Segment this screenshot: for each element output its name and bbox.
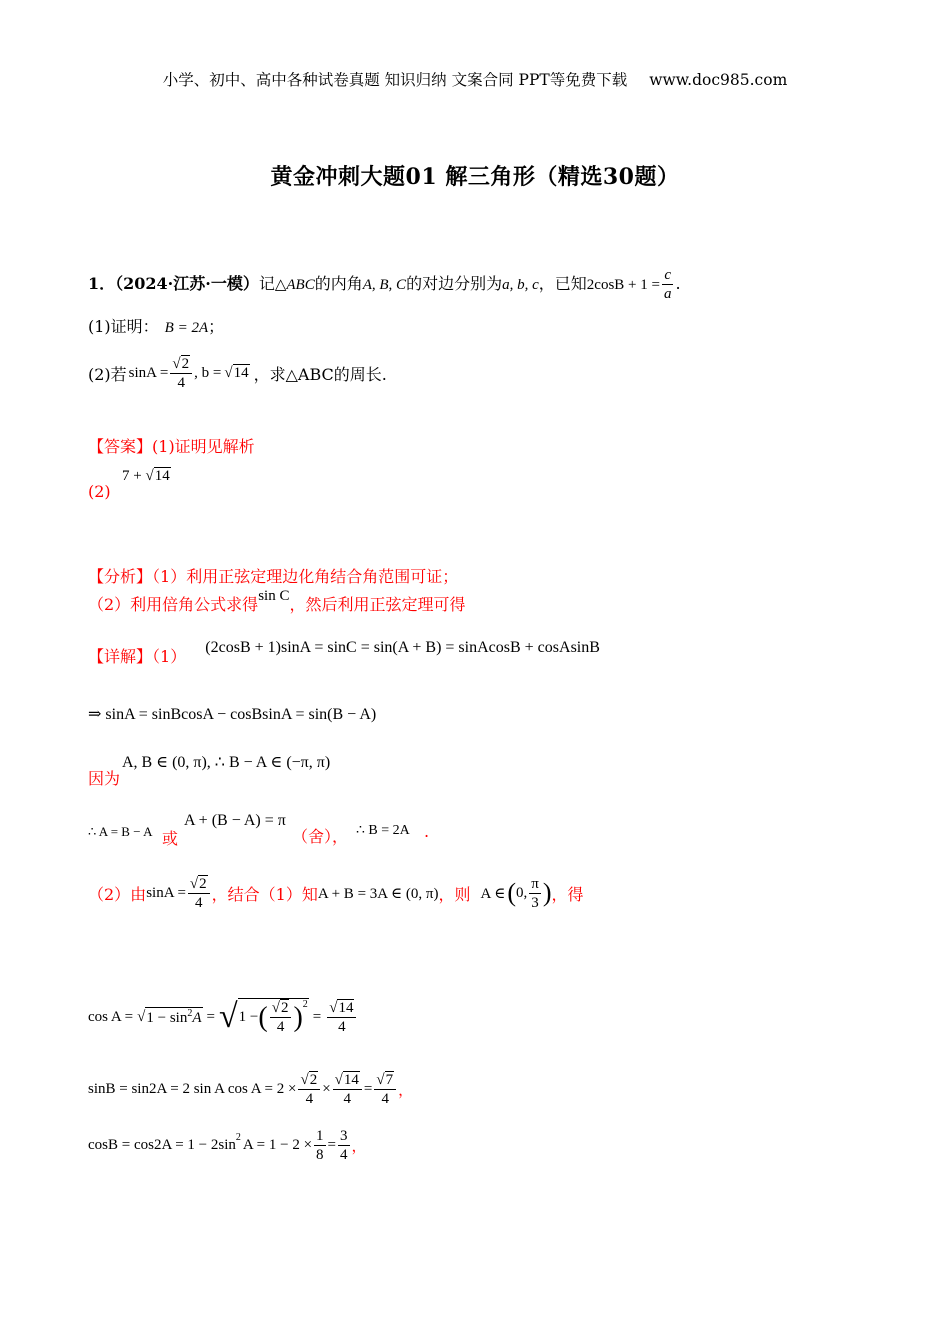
- detail-part2-intro: [88, 868, 584, 918]
- cosA-res-den: 4: [338, 1018, 346, 1035]
- cosB-sq: 2: [235, 1132, 241, 1143]
- answer-expr-a: 7 +: [122, 468, 142, 484]
- part1-end: ；: [208, 317, 225, 336]
- given-lhs: 2cosB + 1 =: [586, 277, 660, 293]
- sinB-frac-3: $\frac{√7}{4}$: [374, 1071, 396, 1108]
- part2-b: , b =: [194, 364, 222, 381]
- detail-part1-tag: （1）: [152, 647, 187, 666]
- detail-part2-b: ，结合（1）知: [211, 884, 318, 904]
- part1-label: (1)证明：: [88, 317, 159, 336]
- part2-question: (2)若 sinA = $\frac{√2}{4}$ , b = √14 ，求△ABC的周长.: [88, 355, 387, 391]
- cosA-inner-fraction: √2 4: [270, 999, 292, 1036]
- detail-or: 或: [162, 829, 179, 848]
- analysis-text-1: （1）利用正弦定理边化角结合角范围可证；: [152, 567, 459, 586]
- triangle-label: △ABC: [274, 277, 315, 293]
- detail-eq4end: .: [424, 822, 430, 841]
- cosA-s1b: A: [192, 1010, 202, 1026]
- detail-eq4c: ∴ B = 2A: [356, 823, 410, 838]
- page-header: [0, 68, 950, 90]
- sinB-frac-1: $\frac{√2}{4}$: [298, 1071, 320, 1108]
- problem-number: 1．: [88, 274, 116, 293]
- detail-part2-sin: sinA =: [146, 884, 186, 901]
- detail-eq2: ⇒ sinA = sinBcosA − cosBsinA = sin(B − A): [88, 706, 377, 723]
- analysis-line2: [88, 588, 466, 615]
- detail-eq3: A, B ∈ (0, π), ∴ B − A ∈ (−π, π): [122, 754, 331, 771]
- detail-label: 【详解】: [88, 647, 153, 666]
- detail-range-rparen: ): [542, 878, 552, 907]
- cosA-s2a: 1 −: [238, 1009, 259, 1025]
- cosB-line: [88, 1122, 367, 1168]
- detail-eq4a: ∴ A = B − A: [88, 824, 153, 839]
- detail-part2-fraction: $\frac{√2}{4}$: [188, 875, 210, 912]
- cosB-frac-1: [314, 1127, 326, 1164]
- sinB-line: [88, 1066, 413, 1112]
- detail-part2-eq: A + B = 3A ∈ (0, π): [317, 885, 439, 902]
- cosB-f2d: 4: [340, 1146, 348, 1163]
- part2-sin: sinA =: [128, 364, 169, 381]
- given-fraction: [662, 266, 674, 303]
- sinB-f3d: 4: [381, 1090, 389, 1107]
- part2-tail: ，求△ABC的周长.: [253, 364, 387, 384]
- detail-because: 因为: [88, 769, 121, 788]
- detail-range-lo: 0,: [516, 884, 528, 901]
- cosB-f2n: 3: [340, 1127, 348, 1144]
- sinB-f2d: 4: [343, 1090, 352, 1107]
- analysis-line1: [88, 564, 458, 587]
- detail-range-lparen: (: [507, 878, 516, 907]
- detail-range-num: π: [531, 875, 539, 892]
- answer-part2-expr: 7 + √14: [122, 468, 170, 484]
- cosA-s2den: 4: [276, 1019, 285, 1035]
- part1-expr: B = 2A: [164, 320, 209, 336]
- sinB-f1d: 4: [305, 1090, 314, 1107]
- header-text: 小学、初中、高中各种试卷真题 知识归纳 文案合同 PPT等免费下载: [162, 71, 628, 89]
- sinB-f2n: 14: [343, 1071, 359, 1088]
- cosB-f1n: 1: [316, 1127, 324, 1144]
- cosA-s2num: 2: [280, 1000, 289, 1016]
- cosA-lhs: cos A =: [88, 1008, 134, 1025]
- detail-discard: （舍），: [292, 827, 349, 846]
- sides-label: a, b, c: [502, 277, 539, 293]
- sinB-f3n: 7: [385, 1071, 394, 1088]
- detail-eq1: (2cosB + 1)sinA = sinC = sin(A + B) = sinAcosB + cosAsinB: [205, 639, 600, 656]
- header-site-link[interactable]: www.doc985.com: [649, 71, 788, 89]
- cosA-radical-1: [145, 1007, 202, 1027]
- cosB-f1d: 8: [316, 1146, 324, 1163]
- stem-text-1: 记: [258, 274, 275, 293]
- cosA-s1: 1 − sin: [146, 1010, 188, 1026]
- cosB-frac-2: [338, 1127, 350, 1164]
- sinB-eq: =: [363, 1080, 373, 1097]
- page-title: 黄金冲刺大题01 解三角形（精选30题）: [270, 164, 680, 190]
- part2-b-val: 14: [233, 364, 249, 381]
- cosA-res-num: 14: [338, 999, 354, 1016]
- detail-part2-a: （2）由: [88, 884, 147, 904]
- cosA-sq: 2: [187, 1008, 193, 1019]
- cosB-lhs: cosB = cos2A = 1 − 2sin: [88, 1136, 236, 1153]
- cosA-radical-2: 1 − ( √2 4 ) $^2$: [238, 999, 308, 1035]
- detail-line1: [88, 634, 600, 666]
- detail-range-a: A ∈: [480, 885, 506, 902]
- detail-eq4b: A + (B − A) = π: [184, 812, 286, 829]
- answer-part2-label: (2): [88, 482, 111, 501]
- given-end: .: [675, 274, 681, 293]
- cosA-line: cos A = √ $1 - \sin^2A$ = √ 1 − ( √2 4 ) $^2$ = $\frac{√14}{4}$: [88, 986, 358, 1048]
- part2-den: 4: [177, 374, 186, 391]
- angles-label: A, B, C: [362, 277, 407, 293]
- cosA-result: $\frac{√14}{4}$: [327, 999, 356, 1036]
- cosB-mid: A = 1 − 2 ×: [242, 1136, 313, 1153]
- stem-text-4: ，已知: [538, 274, 587, 293]
- given-den: a: [663, 286, 672, 302]
- detail-part2-c: ，则: [438, 884, 471, 904]
- sinB-end: ，: [398, 1080, 414, 1099]
- answer-part1: (1)证明见解析: [152, 437, 255, 456]
- cosA-eq1: =: [206, 1008, 215, 1025]
- problem-stem: [88, 266, 681, 303]
- answer-expr-b: 14: [154, 468, 170, 484]
- detail-range-fraction: [529, 875, 541, 912]
- sinB-lhs: sinB = sin2A = 2 sin A cos A = 2 ×: [88, 1080, 297, 1097]
- analysis-text-2b: ，然后利用正弦定理可得: [289, 595, 466, 614]
- detail-part2-d: ，得: [551, 884, 584, 904]
- sinB-frac-2: $\frac{√14}{4}$: [333, 1071, 362, 1108]
- detail-part2-den: 4: [195, 894, 203, 911]
- detail-line4: [88, 812, 488, 848]
- analysis-label: 【分析】: [88, 567, 153, 586]
- cosB-end: ，: [351, 1136, 367, 1155]
- answer-line1: [88, 434, 255, 457]
- part2-fraction: [170, 355, 192, 392]
- detail-part2-num: 2: [199, 875, 207, 892]
- problem-source: （2024·江苏·一模）: [115, 274, 259, 293]
- analysis-text-2a: （2）利用倍角公式求得: [88, 595, 259, 614]
- stem-text-3: 的对边分别为: [406, 274, 503, 293]
- answer-label: 【答案】: [88, 437, 153, 456]
- part2-frac-num: √2: [170, 355, 192, 374]
- cosB-eq: =: [327, 1136, 336, 1153]
- stem-text-2: 的内角: [314, 274, 363, 293]
- analysis-math: sin C: [258, 588, 290, 604]
- part2-label: (2)若: [88, 364, 127, 384]
- detail-range-den: 3: [531, 894, 539, 911]
- sinB-f1n: 2: [309, 1071, 318, 1088]
- sinB-times: ×: [322, 1080, 331, 1097]
- given-num: c: [664, 267, 672, 283]
- part2-num: 2: [181, 355, 190, 372]
- part1-question: [88, 314, 224, 337]
